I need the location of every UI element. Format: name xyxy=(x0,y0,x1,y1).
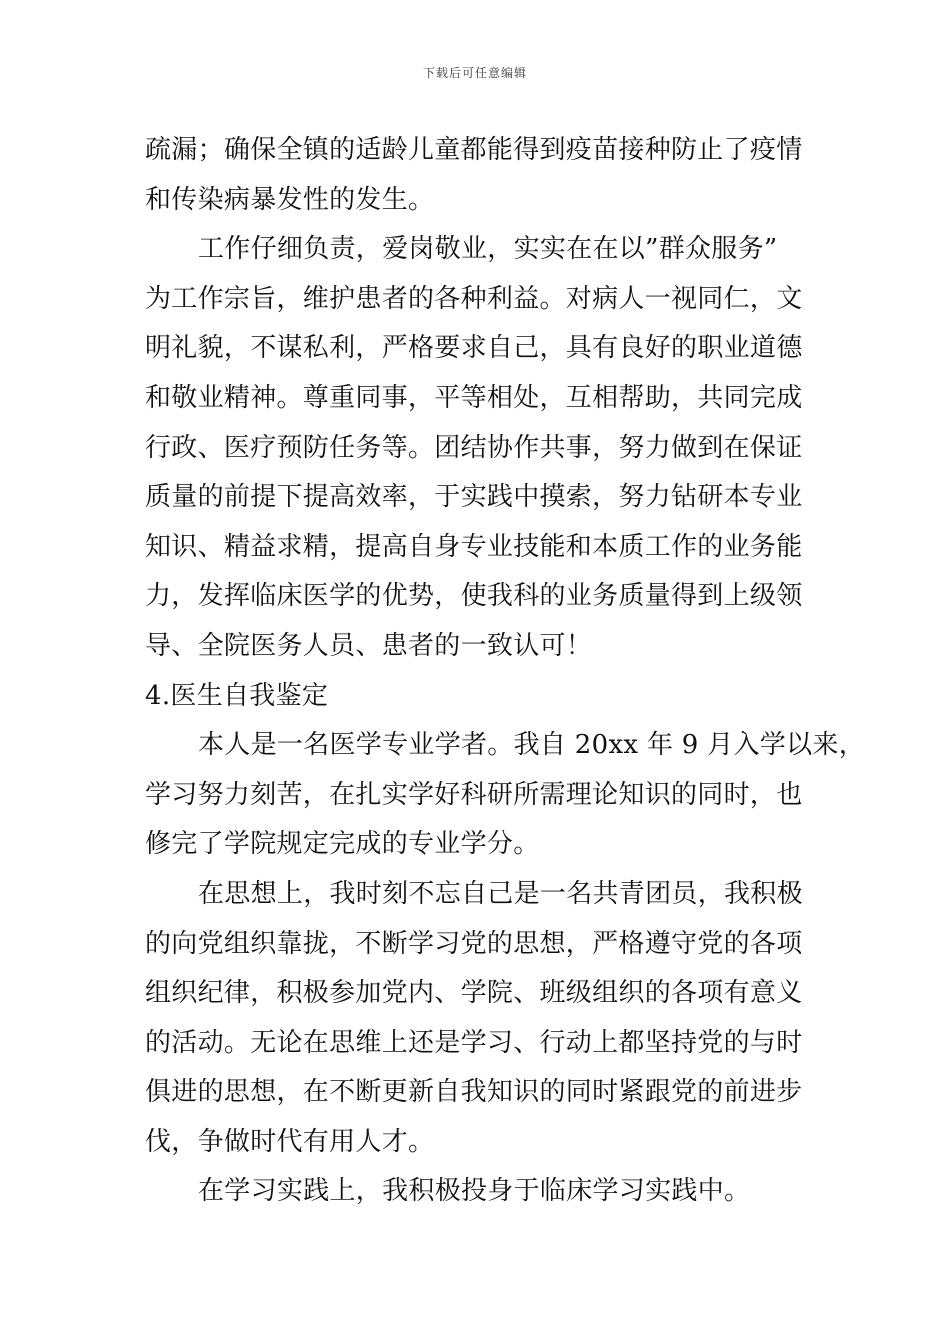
paragraph-start: 本人是一名医学专业学者。我自 20xx 年 9 月入学以来， xyxy=(198,730,866,761)
text-line: 明礼貌，不谋私利，严格要求自己，具有良好的职业道德 xyxy=(145,333,803,364)
text-line: 行政、医疗预防任务等。团结协作共事，努力做到在保证 xyxy=(145,432,803,463)
text-line: 力，发挥临床医学的优势，使我科的业务质量得到上级领 xyxy=(145,581,803,612)
text-line: 知识、精益求精，提高自身专业技能和本质工作的业务能 xyxy=(145,531,803,562)
text-line: 和敬业精神。尊重同事，平等相处，互相帮助，共同完成 xyxy=(145,382,803,413)
text-line: 组织纪律，积极参加党内、学院、班级组织的各项有意义 xyxy=(145,978,803,1009)
text-line: 导、全院医务人员、患者的一致认可！ xyxy=(145,630,593,661)
body-text xyxy=(145,126,866,1217)
text-line: 俱进的思想，在不断更新自我知识的同时紧跟党的前进步 xyxy=(145,1077,803,1108)
text-line: 修完了学院规定完成的专业学分。 xyxy=(145,829,540,860)
text-line: 伐，争做时代有用人才。 xyxy=(145,1126,435,1157)
text-line: 的活动。无论在思维上还是学习、行动上都坚持党的与时 xyxy=(145,1027,803,1058)
section-heading: 4.医生自我鉴定 xyxy=(145,680,329,711)
paragraph-start: 工作仔细负责，爱岗敬业，实实在在以”群众服务” xyxy=(198,234,778,265)
text-line: 质量的前提下提高效率，于实践中摸索，努力钻研本专业 xyxy=(145,482,803,513)
text-line: 为工作宗旨，维护患者的各种利益。对病人一视同仁，文 xyxy=(145,283,803,314)
paragraph-start: 在学习实践上，我积极投身于临床学习实践中。 xyxy=(198,1176,751,1207)
text-line: 和传染病暴发性的发生。 xyxy=(145,184,435,215)
text-line: 学习努力刻苦，在扎实学好科研所需理论知识的同时，也 xyxy=(145,779,803,810)
text-line: 的向党组织靠拢，不断学习党的思想，严格遵守党的各项 xyxy=(145,928,803,959)
text-line: 疏漏；确保全镇的适龄儿童都能得到疫苗接种防止了疫情 xyxy=(145,135,803,165)
paragraph-start: 在思想上，我时刻不忘自己是一名共青团员，我积极 xyxy=(198,878,803,909)
page-header: 下载后可任意编辑 xyxy=(422,66,527,80)
